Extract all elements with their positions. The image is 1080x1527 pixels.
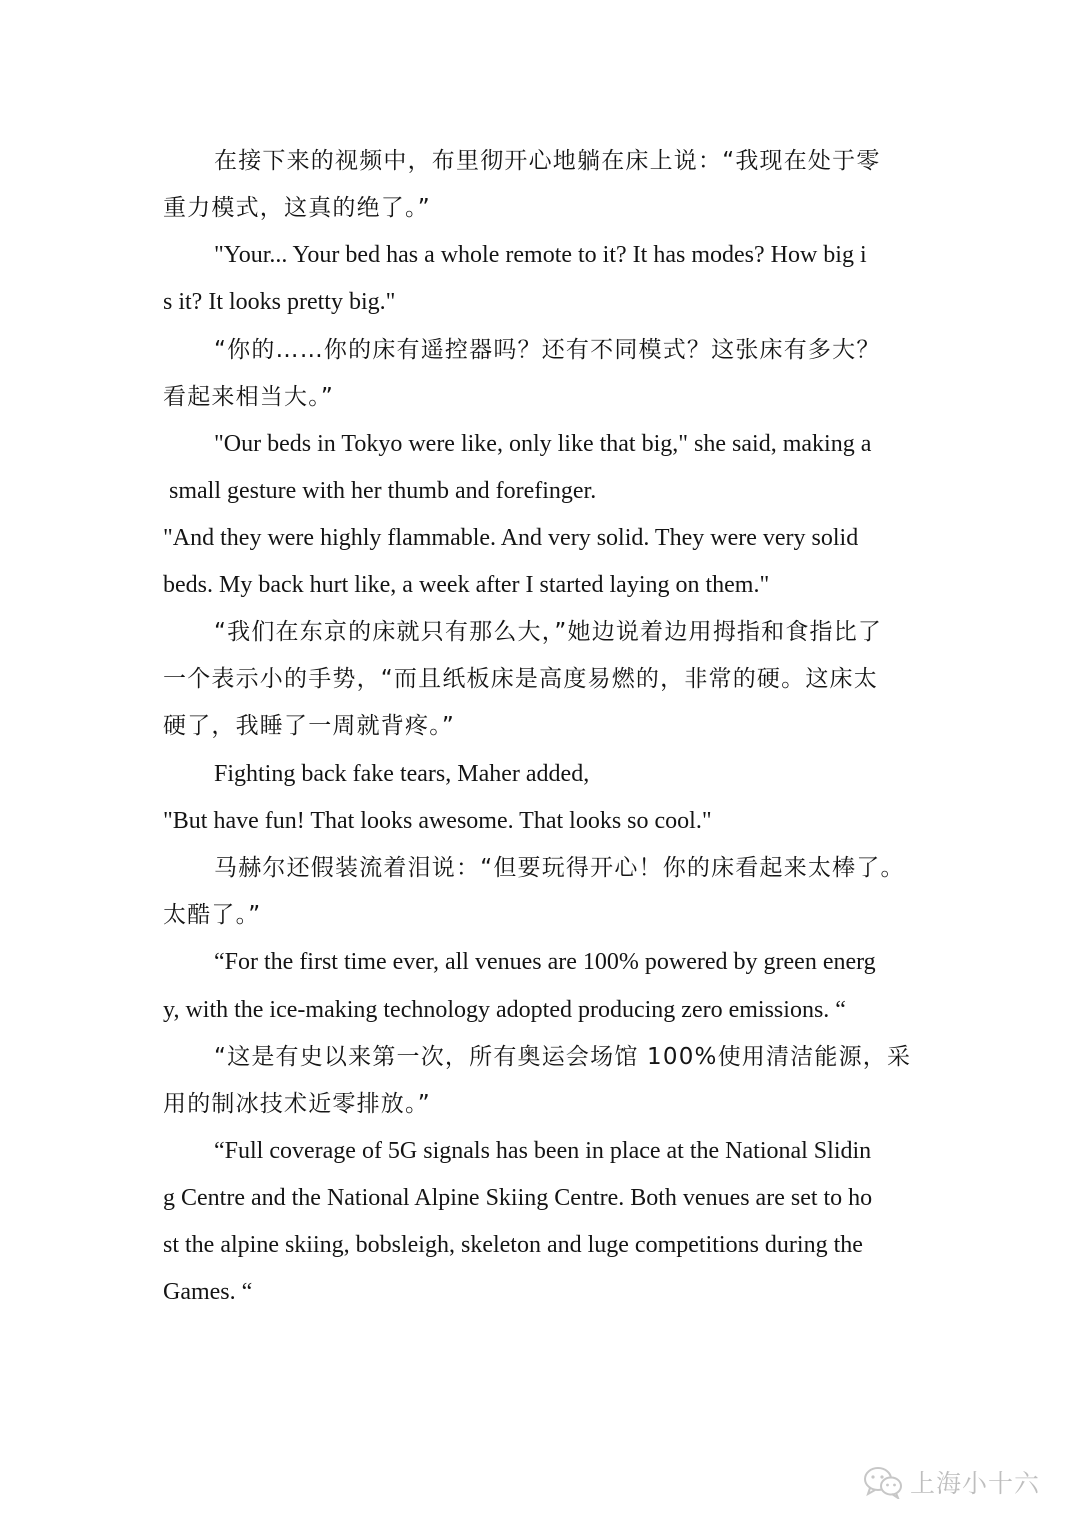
- text-line: 一个表示小的手势，“而且纸板床是高度易燃的，非常的硬。这床太: [163, 666, 878, 692]
- watermark-text: 上海小十六: [910, 1469, 1041, 1498]
- text-line: "And they were highly flammable. And very solid. They were very solid: [163, 525, 859, 551]
- text-line: st the alpine skiing, bobsleigh, skeleton and luge competitions during the: [163, 1232, 863, 1258]
- text-line: y, with the ice-making technology adopted producing zero emissions. “: [163, 997, 846, 1023]
- text-line: “For the first time ever, all venues are 100% powered by green energ: [214, 949, 876, 975]
- text-line: 太酷了。”: [163, 902, 262, 928]
- text-line: s it? It looks pretty big.": [163, 289, 396, 315]
- text-line: g Centre and the National Alpine Skiing Centre. Both venues are set to ho: [163, 1185, 873, 1211]
- text-line: 马赫尔还假装流着泪说：“但要玩得开心！你的床看起来太棒了。: [214, 855, 905, 881]
- text-line: 看起来相当大。”: [163, 384, 335, 410]
- text-line: small gesture with her thumb and forefinger.: [163, 478, 597, 504]
- text-line: “我们在东京的床就只有那么大，”她边说着边用拇指和食指比了: [214, 619, 883, 645]
- text-line: 硬了，我睡了一周就背疼。”: [163, 713, 456, 739]
- text-line: 重力模式，这真的绝了。”: [163, 195, 431, 221]
- text-line: 用的制冰技术近零排放。”: [163, 1091, 431, 1117]
- text-line: "Our beds in Tokyo were like, only like that big," she said, making a: [214, 431, 872, 457]
- text-line: “这是有史以来第一次，所有奥运会场馆 100%使用清洁能源，采: [214, 1044, 912, 1070]
- text-line: “你的……你的床有遥控器吗？还有不同模式？这张床有多大？: [214, 337, 881, 363]
- text-line: Fighting back fake tears, Maher added,: [214, 761, 590, 787]
- text-line: "But have fun! That looks awesome. That looks so cool.": [163, 808, 712, 834]
- text-line: beds. My back hurt like, a week after I started laying on them.": [163, 572, 770, 598]
- wechat-icon: [862, 1465, 904, 1499]
- text-line: “Full coverage of 5G signals has been in place at the National Slidin: [214, 1138, 872, 1164]
- watermark: [862, 1464, 1040, 1500]
- text-line: 在接下来的视频中，布里彻开心地躺在床上说：“我现在处于零: [214, 148, 881, 174]
- text-line: Games. “: [163, 1279, 253, 1305]
- text-line: "Your... Your bed has a whole remote to it? It has modes? How big i: [214, 242, 867, 268]
